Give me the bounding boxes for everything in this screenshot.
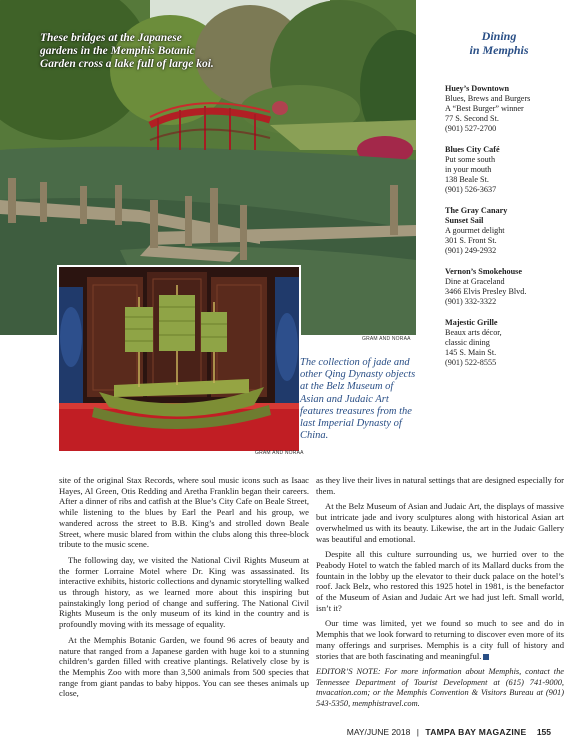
article-paragraph: The following day, we visited the National Civil Rights Museum at the former Lorraine Motel where Dr. King was assassinated. Its interactive exhibits, historic collections and dynamic storytelling walked us through history, as we learned more about this inspiring but painstakingly long period of change and suffering. The National Civil Rights Museum is the only museum of its kind in the country and is profoundly moving with its message of equality. (59, 554, 309, 630)
article-paragraph: Despite all this culture surrounding us, we hurried over to the Peabody Hotel to watch the fabled march of its Mallard ducks from the fountain in the lobby up the elevator to their duck palace on the hotel’s roof. Jack Belz, who restored this 1925 hotel in 1981, is the benefactor of the Museum of Asian and Judaic Art we had just left. Small world, isn’t it? (316, 549, 564, 613)
restaurant-name: Vernon’s Smokehouse (445, 267, 522, 276)
restaurant-detail: Blues, Brews and Burgers (445, 94, 531, 103)
restaurant-listing (445, 206, 573, 256)
sidebar-title-line2: in Memphis (469, 42, 529, 57)
restaurant-address: 3466 Elvis Presley Blvd. (445, 287, 527, 296)
restaurant-detail: Dine at Graceland (445, 277, 505, 286)
jade-photo-caption: The collection of jade and other Qing Dynasty objects at the Belz Museum of Asian and Judaic Art features treasures from the last Imperial Dynasty of China. (300, 357, 416, 442)
restaurant-detail: Beaux arts décor, (445, 328, 502, 337)
restaurant-name: Huey’s Downtown (445, 84, 510, 93)
page-number: 155 (536, 727, 551, 737)
restaurant-detail: A gourmet delight (445, 226, 505, 235)
restaurant-listing (445, 318, 573, 368)
jade-photo (57, 265, 301, 453)
restaurant-address: 301 S. Front St. (445, 236, 497, 245)
article-paragraph-final (316, 618, 564, 661)
jade-photo-credit: GRAM AND NORAA (255, 450, 304, 456)
restaurant-address: 145 S. Main St. (445, 348, 497, 357)
article-paragraph-text: Our time was limited, yet we found so much to see and do in Memphis that we look forward to returning to discover even more of its many offerings and surprises. Memphis is a city full of history and stories that are both fascinating and meaningful. (316, 618, 564, 661)
restaurant-name: The Gray Canary Sunset Sail (445, 206, 508, 225)
end-mark-icon (483, 654, 489, 660)
garden-photo-credit: GRAM AND NORAA (362, 336, 411, 342)
restaurant-listing (445, 267, 573, 307)
footer-separator: | (416, 727, 419, 737)
page-footer (347, 727, 551, 737)
restaurant-detail: in your mouth (445, 165, 492, 174)
garden-photo-caption: These bridges at the Japanese gardens in the Memphis Botanic Garden cross a lake full of large koi. (40, 32, 214, 70)
restaurant-detail: Put some south (445, 155, 496, 164)
restaurant-phone: (901) 527-2700 (445, 124, 497, 133)
restaurant-phone: (901) 332-3322 (445, 297, 497, 306)
restaurant-detail: A “Best Burger” winner (445, 104, 524, 113)
issue-date: MAY/JUNE 2018 (346, 727, 411, 737)
restaurant-phone: (901) 526-3637 (445, 185, 497, 194)
editors-note: EDITOR’S NOTE: For more information about Memphis, contact the Tennessee Department of Tourist Development at (615) 741-9000, tnvacation.com; or the Memphis Convention & Visitors Bureau at (901) 543-5350, memphistravel.com. (316, 667, 564, 708)
restaurant-listing (445, 84, 573, 134)
restaurant-phone: (901) 522-8555 (445, 358, 497, 367)
magazine-name: TAMPA BAY MAGAZINE (425, 727, 527, 737)
restaurant-listing (445, 145, 573, 195)
article-paragraph: At the Memphis Botanic Garden, we found 96 acres of beauty and nature that ranged from a Japanese garden with huge koi to a stunning children’s garden filled with creative plantings. Relatively close by is the Memphis Zoo with more than 3,500 animals from 500 species that range from giant pandas to baby hippos. You can see theses animals up close, (59, 634, 309, 699)
dining-sidebar (425, 30, 573, 379)
article-column-right (316, 475, 564, 714)
restaurant-phone: (901) 249-2932 (445, 246, 497, 255)
article-column-left (59, 475, 309, 704)
sidebar-title-line1: Dining (481, 29, 517, 43)
restaurant-name: Majestic Grille (445, 318, 498, 327)
article-paragraph: site of the original Stax Records, where soul music icons such as Isaac Hayes, Al Green, Otis Redding and Aretha Franklin began their careers. After a dinner of ribs and catfish at the Blue’s City Cafe on Beale Street, while listening to the blues by Earl the Pearl and his group, we wandered across the street to B.B. King’s and strolled down Beale Street, where music blared from within the clubs along this three-block tribute to the music scene. (59, 475, 309, 550)
restaurant-detail: classic dining (445, 338, 490, 347)
restaurant-address: 77 S. Second St. (445, 114, 499, 123)
article-paragraph: as they live their lives in natural settings that are designed especially for them. (316, 475, 564, 496)
article-paragraph: At the Belz Museum of Asian and Judaic Art, the displays of massive but intricate jade and ivory sculptures along with historical Asian art overwhelmed us with its beauty. Likewise, the art in the Judaic Gallery was beautiful and emotional. (316, 501, 564, 544)
restaurant-address: 138 Beale St. (445, 175, 489, 184)
sidebar-title (425, 30, 573, 57)
restaurant-name: Blues City Café (445, 145, 500, 154)
